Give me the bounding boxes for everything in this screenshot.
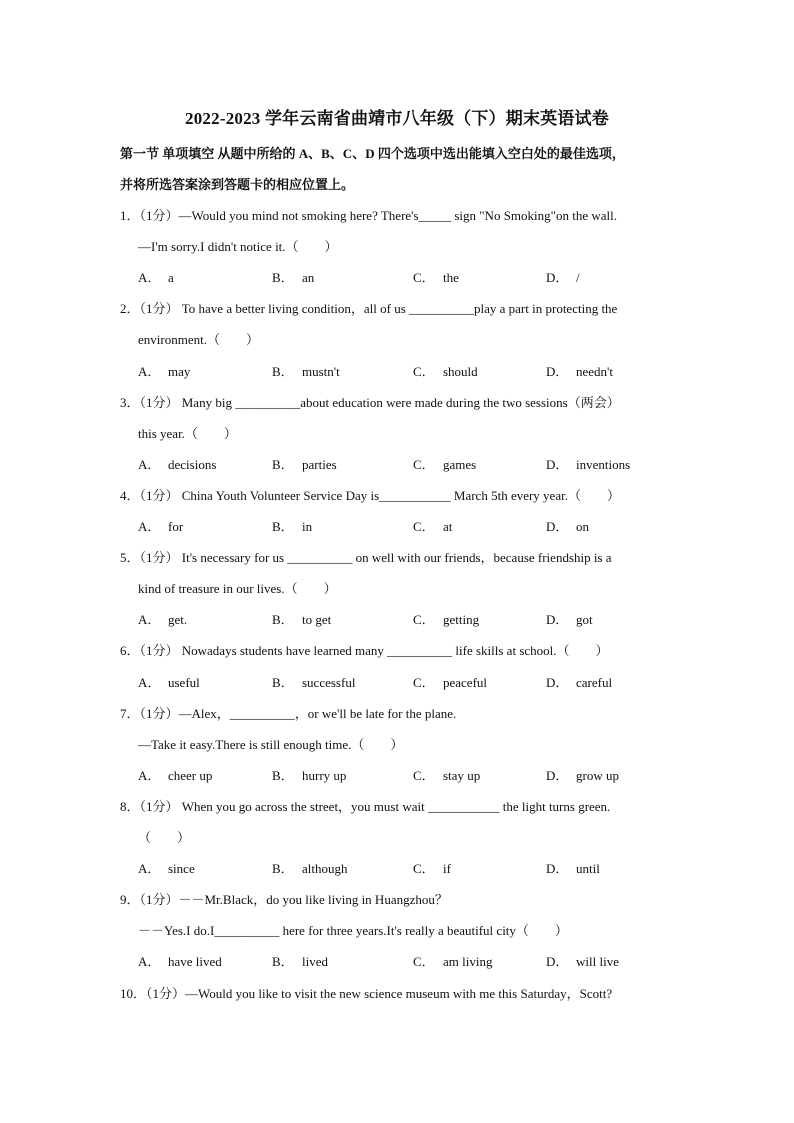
page-title: 2022-2023 学年云南省曲靖市八年级（下）期末英语试卷 (185, 109, 609, 128)
answer-option[interactable] (546, 457, 630, 473)
answer-option[interactable] (546, 954, 619, 970)
option-letter: B． (272, 768, 294, 783)
question-continuation: —I'm sorry.I didn't notice it.（ ） (138, 239, 338, 254)
answer-option[interactable] (413, 519, 452, 535)
option-letter: A． (138, 954, 161, 969)
answer-option[interactable] (138, 270, 174, 286)
question-stem: 4．（1分） China Youth Volunteer Service Day is___________ March 5th every year.（ ） (120, 488, 620, 503)
answer-option[interactable] (272, 270, 314, 286)
option-letter: C． (413, 612, 435, 627)
answer-option[interactable] (138, 954, 222, 970)
answer-option[interactable] (413, 364, 478, 380)
section-instructions (120, 138, 680, 200)
question-stem: 8．（1分） When you go across the street，you must wait ___________ the light turns green. (120, 799, 611, 814)
answer-option[interactable] (546, 364, 613, 380)
option-letter: A． (138, 768, 161, 783)
option-letter: D． (546, 612, 569, 627)
option-letter: B． (272, 519, 294, 534)
answer-option[interactable] (546, 675, 612, 691)
option-letter: A． (138, 364, 161, 379)
answer-option[interactable] (272, 768, 346, 784)
question-continuation: kind of treasure in our lives.（ ） (138, 581, 337, 596)
option-letter: B． (272, 364, 294, 379)
option-text: decisions (168, 457, 217, 472)
option-letter: B． (272, 954, 294, 969)
option-text: grow up (576, 768, 619, 783)
option-letter: C． (413, 457, 435, 472)
answer-option[interactable] (413, 457, 476, 473)
option-letter: A． (138, 519, 161, 534)
answer-option[interactable] (546, 270, 580, 286)
answer-option[interactable] (413, 954, 492, 970)
answer-option[interactable] (413, 612, 479, 628)
question-stem: 2．（1分） To have a better living condition，all of us __________play a part in protecting the (120, 301, 618, 316)
option-letter: D． (546, 457, 569, 472)
option-text: inventions (576, 457, 631, 472)
option-letter: C． (413, 954, 435, 969)
question-stem: 9．（1分）－－Mr.Black，do you like living in Huangzhou？ (120, 892, 448, 907)
option-letter: B． (272, 457, 294, 472)
question-continuation: environment.（ ） (138, 332, 259, 347)
option-text: the (443, 270, 459, 285)
answer-option[interactable] (413, 270, 459, 286)
option-text: careful (576, 675, 613, 690)
answer-option[interactable] (413, 861, 451, 877)
option-letter: A． (138, 612, 161, 627)
option-letter: C． (413, 768, 435, 783)
option-letter: D． (546, 364, 569, 379)
option-text: peaceful (443, 675, 488, 690)
option-letter: C． (413, 270, 435, 285)
answer-option[interactable] (546, 612, 593, 628)
option-letter: C． (413, 675, 435, 690)
option-letter: B． (272, 861, 294, 876)
option-text: will live (576, 954, 619, 969)
answer-option[interactable] (272, 364, 340, 380)
option-text: needn't (576, 364, 613, 379)
answer-option[interactable] (138, 457, 216, 473)
option-text: useful (168, 675, 200, 690)
answer-option[interactable] (272, 612, 331, 628)
answer-option[interactable] (272, 457, 337, 473)
option-text: cheer up (168, 768, 213, 783)
option-text: in (302, 519, 313, 534)
section-instruction-line-1: 第一节 单项填空 从题中所给的 A、B、C、D 四个选项中选出能填入空白处的最佳选项， (120, 146, 625, 161)
option-text: got (576, 612, 593, 627)
option-text: stay up (443, 768, 481, 783)
question-stem: 10．（1分）—Would you like to visit the new science museum with me this Saturday，Scott? (120, 986, 613, 1001)
option-letter: A． (138, 270, 161, 285)
question-stem: 7．（1分）—Alex，__________，or we'll be late for the plane. (120, 706, 457, 721)
option-letter: D． (546, 519, 569, 534)
option-text: / (576, 270, 580, 285)
section-instruction-line-2: 并将所选答案涂到答题卡的相应位置上。 (120, 177, 355, 192)
question-stem: 1．（1分）—Would you mind not smoking here? There's_____ sign "No Smoking"on the wall. (120, 208, 617, 223)
answer-option[interactable] (138, 861, 195, 877)
option-text: mustn't (302, 364, 340, 379)
option-letter: B． (272, 675, 294, 690)
option-text: should (443, 364, 478, 379)
option-letter: C． (413, 364, 435, 379)
question-stem: 3．（1分） Many big __________about education were made during the two sessions（两会） (120, 395, 620, 410)
option-text: games (443, 457, 477, 472)
question-stem: 5．（1分） It's necessary for us __________ on well with our friends，because friendship is a (120, 550, 612, 565)
option-text: an (302, 270, 315, 285)
option-text: at (443, 519, 453, 534)
answer-option[interactable] (546, 768, 619, 784)
option-text: a (168, 270, 174, 285)
question-continuation: this year.（ ） (138, 426, 237, 441)
option-letter: A． (138, 457, 161, 472)
answer-option[interactable] (138, 364, 190, 380)
option-letter: D． (546, 675, 569, 690)
option-text: am living (443, 954, 493, 969)
answer-option[interactable] (272, 519, 312, 535)
option-letter: D． (546, 954, 569, 969)
option-text: although (302, 861, 348, 876)
option-letter: D． (546, 270, 569, 285)
option-letter: B． (272, 612, 294, 627)
question-stem: 6．（1分） Nowadays students have learned many __________ life skills at school.（ ） (120, 643, 609, 658)
answer-option[interactable] (138, 675, 200, 691)
answer-option[interactable] (546, 519, 589, 535)
question-continuation: —Take it easy.There is still enough time.（ ） (138, 737, 404, 752)
option-text: for (168, 519, 184, 534)
question-continuation: （ ） (138, 830, 191, 845)
option-text: get. (168, 612, 188, 627)
option-letter: A． (138, 861, 161, 876)
question-continuation: －－Yes.I do.I__________ here for three years.It's really a beautiful city（ ） (138, 923, 568, 938)
option-letter: D． (546, 768, 569, 783)
option-text: on (576, 519, 589, 534)
option-text: have lived (168, 954, 222, 969)
option-text: until (576, 861, 600, 876)
option-text: successful (302, 675, 356, 690)
option-text: if (443, 861, 451, 876)
option-text: since (168, 861, 195, 876)
option-text: hurry up (302, 768, 347, 783)
option-letter: D． (546, 861, 569, 876)
answer-option[interactable] (272, 954, 328, 970)
answer-option[interactable] (413, 675, 487, 691)
answer-option[interactable] (413, 768, 480, 784)
answer-option[interactable] (272, 675, 355, 691)
option-text: getting (443, 612, 480, 627)
option-text: lived (302, 954, 328, 969)
answer-option[interactable] (138, 612, 187, 628)
option-letter: A． (138, 675, 161, 690)
option-letter: C． (413, 519, 435, 534)
option-letter: B． (272, 270, 294, 285)
option-text: may (168, 364, 191, 379)
answer-option[interactable] (138, 519, 183, 535)
option-text: to get (302, 612, 332, 627)
answer-option[interactable] (138, 768, 212, 784)
answer-option[interactable] (546, 861, 600, 877)
option-text: parties (302, 457, 337, 472)
answer-option[interactable] (272, 861, 348, 877)
option-letter: C． (413, 861, 435, 876)
